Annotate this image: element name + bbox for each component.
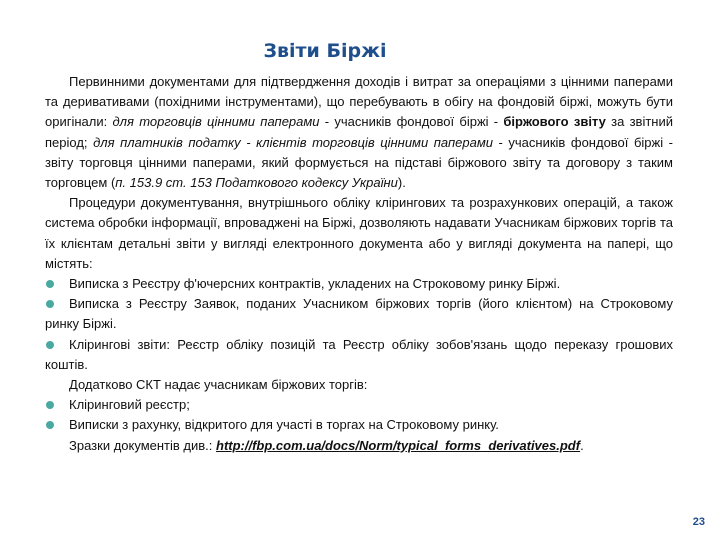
list-item-text: Кліринговий реєстр; [69, 397, 190, 413]
paragraph-additional: Додатково СКТ надає учасникам біржових торгів: [69, 377, 368, 393]
bullet-icon [46, 341, 54, 349]
paragraph-primary-documents [45, 72, 673, 193]
page-title: Звіти Біржі [263, 40, 387, 62]
paragraph-procedures: Процедури документування, внутрішнього обліку клірингових та розрахункових операцій, а також система обробки інформації, впроваджені на Біржі, дозволяють надавати Учасникам біржових торгів та їх клієнтам детальні звіти у вигляді електронного документа або у вигляді документа на папері, що містять: [45, 195, 673, 271]
text-run: Зразки документів див.: [69, 437, 216, 453]
bullet-icon [46, 401, 54, 409]
list-item [45, 395, 673, 415]
list-item [45, 415, 673, 435]
list-item-text: Клірингові звіти: Реєстр обліку позицій та Реєстр обліку зобов'язань щодо переказу грошових коштів. [45, 336, 673, 372]
bullet-icon [46, 280, 54, 288]
text-run-italic: для торговців цінними паперами [112, 114, 320, 130]
text-run-italic: п. 153.9 ст. 153 Податкового кодексу України [115, 175, 398, 191]
list-item [45, 294, 673, 334]
text-run: за звітний період; [45, 114, 673, 150]
text-run: ). [397, 175, 406, 191]
text-run-italic: для платників податку - клієнтів торговців цінними паперами [93, 134, 493, 150]
list-item-text: Виписка з Реєстру ф'ючерсних контрактів, укладених на Строковому ринку Біржі. [69, 276, 561, 292]
text-run: . [580, 437, 584, 453]
bullet-icon [46, 421, 54, 429]
list-item [45, 335, 673, 375]
document-body [45, 72, 673, 456]
list-item-text: Виписка з Реєстру Заявок, поданих Учасником біржових торгів (його клієнтом) на Строковому ринку Біржі. [45, 296, 673, 332]
text-run-bold: біржового звіту [503, 114, 606, 130]
text-run: - учасників фондової біржі - [319, 114, 504, 130]
text-run: Первинними документами для підтвердження доходів і витрат за операціями з цінними паперами та деривативами (похідними інструментами), що перебувають в обігу на фондовій біржі, можуть бути оригінали: [45, 74, 673, 130]
bullet-icon [46, 300, 54, 308]
page-number: 23 [692, 516, 705, 528]
paragraph-samples [45, 436, 673, 456]
documents-link[interactable]: http://fbp.com.ua/docs/Norm/typical_forms_derivatives.pdf [216, 437, 581, 453]
list-item-text: Виписки з рахунку, відкритого для участі в торгах на Строковому ринку. [69, 417, 499, 433]
text-run: - учасників фондової біржі - звіту торговця цінними паперами, який формується на підставі біржового звіту та договору з таким торговцем ( [45, 134, 673, 191]
list-item [45, 274, 673, 294]
